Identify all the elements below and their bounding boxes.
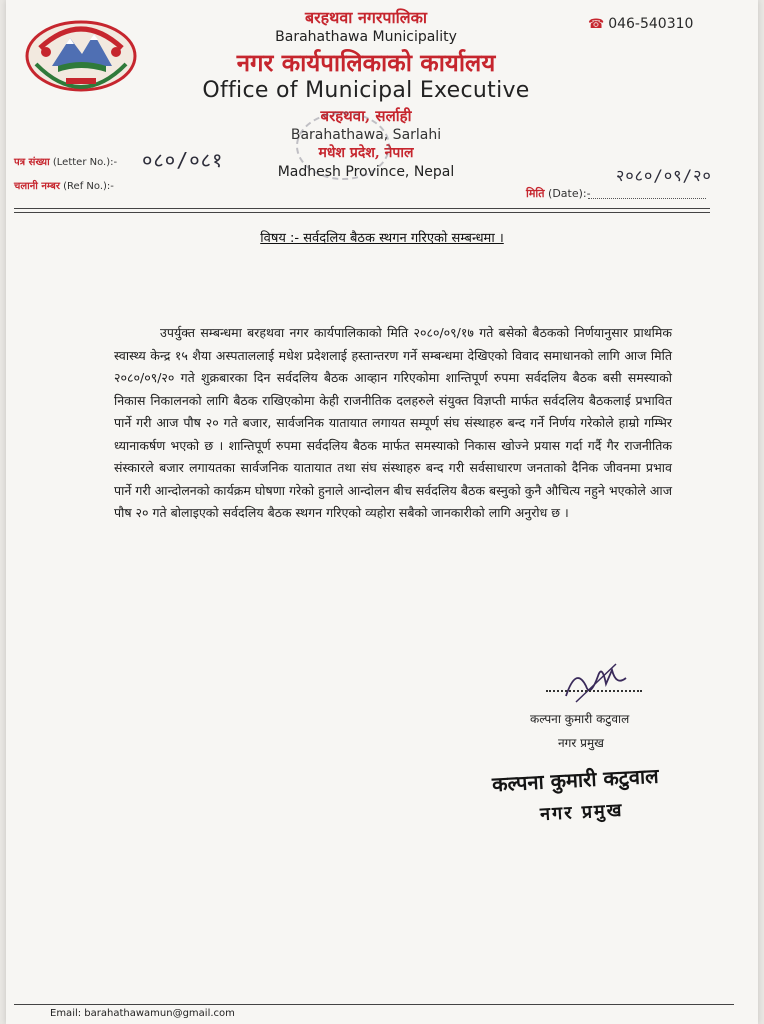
footer-divider — [14, 1004, 734, 1005]
location-np: बरहथवा, सर्लाही — [320, 107, 412, 125]
province-np: मधेश प्रदेश, नेपाल — [318, 145, 414, 161]
date-label — [526, 186, 591, 201]
ref-no-label-en: (Ref No.):- — [63, 181, 114, 192]
office-seal-stamp — [296, 112, 390, 180]
date-dotted-line — [588, 186, 706, 199]
municipality-name-en: Barahathawa Municipality — [275, 29, 457, 45]
municipality-name-np: बरहथवा नगरपालिका — [304, 8, 428, 27]
ref-no-label-np: चलानी नम्बर — [14, 181, 60, 192]
date-label-np: मिति — [526, 187, 545, 200]
footer-email: Email: barahathawamun@gmail.com — [50, 1008, 235, 1019]
signer-title: नगर प्रमुख — [558, 736, 604, 750]
title-stamp: नगर प्रमुख — [539, 799, 625, 826]
location-en: Barahathawa, Sarlahi — [290, 127, 442, 143]
letter-no-label-en: (Letter No.):- — [52, 157, 118, 168]
header-divider — [14, 208, 710, 209]
signature-dotted-line — [546, 690, 642, 692]
province-en: Madhesh Province, Nepal — [277, 164, 455, 180]
handwritten-signature — [546, 656, 636, 708]
date-label-en: (Date):- — [548, 187, 591, 200]
telephone-icon: ☎ — [588, 17, 605, 32]
phone-number — [588, 16, 693, 32]
letter-page — [6, 0, 758, 1024]
letter-no-label — [14, 154, 117, 168]
office-name-np: नगर कार्यपालिकाको कार्यालय — [236, 48, 496, 77]
letter-body: उपर्युक्त सम्बन्धमा बरहथवा नगर कार्यपालिकाको मिति २०८०/०९/१७ गते बसेको बैठकको निर्णयानुसार प्राथमिक स्वास्थ्य केन्द्र १५ शैया अस्पताललाई मधेश प्रदेशलाई हस्तान्तरण गर्ने सम्बन्धमा देखिएको विवाद समाधानको लागि आज मिति २०८०/०९/२० गते शुक्रबारका दिन सर्वदलिय बैठक आव्हान गरिएकोमा शान्तिपूर्ण रुपमा सर्वदलिय बैठक बसी समस्याको निकास निकालनको लागि बैठक राखिएकोमा केही राजनीतिक दलहरुले संयुक्त विज्ञप्ती मार्फत सर्वदलिय बैठकलाई प्रभावित पार्ने गरी आज पौष २० गते बजार, सार्वजनिक यातायात लगायत सम्पूर्ण संघ संस्थाहरु बन्द गर्ने निर्णय गरेकोले हाम्रो गम्भिर ध्यानाकर्षण भएको छ । शान्तिपूर्ण रुपमा सर्वदलिय बैठक मार्फत समस्याको निकास खोज्ने प्रयास गर्दा गर्दै गैर राजनीतिक संस्कारले बजार लगायतका सार्वजनिक यातायात तथा संघ संस्थाहरु बन्द गरी सर्वसाधारण जनताको दैनिक जीवनमा प्रभाव पार्ने गरी आन्दोलनको कार्यक्रम घोषणा गरेको हुनाले आन्दोलन बीच सर्वदलिय बैठक बस्नुको कुनै औचित्य नहुने भएकोले आज पौष २० गते बोलाइएको सर्वदलिय बैठक स्थगन गरिएको व्यहोरा सबैको जानकारीको लागि अनुरोध छ । — [114, 325, 672, 520]
date-value: २०८०/०९/२० — [616, 166, 712, 185]
nepal-government-emblem-icon — [22, 14, 140, 94]
subject-text: विषय :- सर्वदलिय बैठक स्थगन गरिएको सम्बन्धमा । — [260, 231, 504, 246]
letter-no-label-np: पत्र संख्या — [14, 157, 50, 168]
subject-line — [6, 228, 758, 246]
ref-no-label — [14, 178, 114, 192]
office-name-en: Office of Municipal Executive — [202, 78, 530, 103]
letter-no-value: ०८०/०८१ — [142, 148, 224, 172]
phone-text: 046-540310 — [608, 16, 694, 32]
signer-name: कल्पना कुमारी कटुवाल — [530, 712, 630, 726]
header-divider-2 — [14, 212, 710, 213]
name-stamp: कल्पना कुमारी कटुवाल — [491, 763, 660, 797]
